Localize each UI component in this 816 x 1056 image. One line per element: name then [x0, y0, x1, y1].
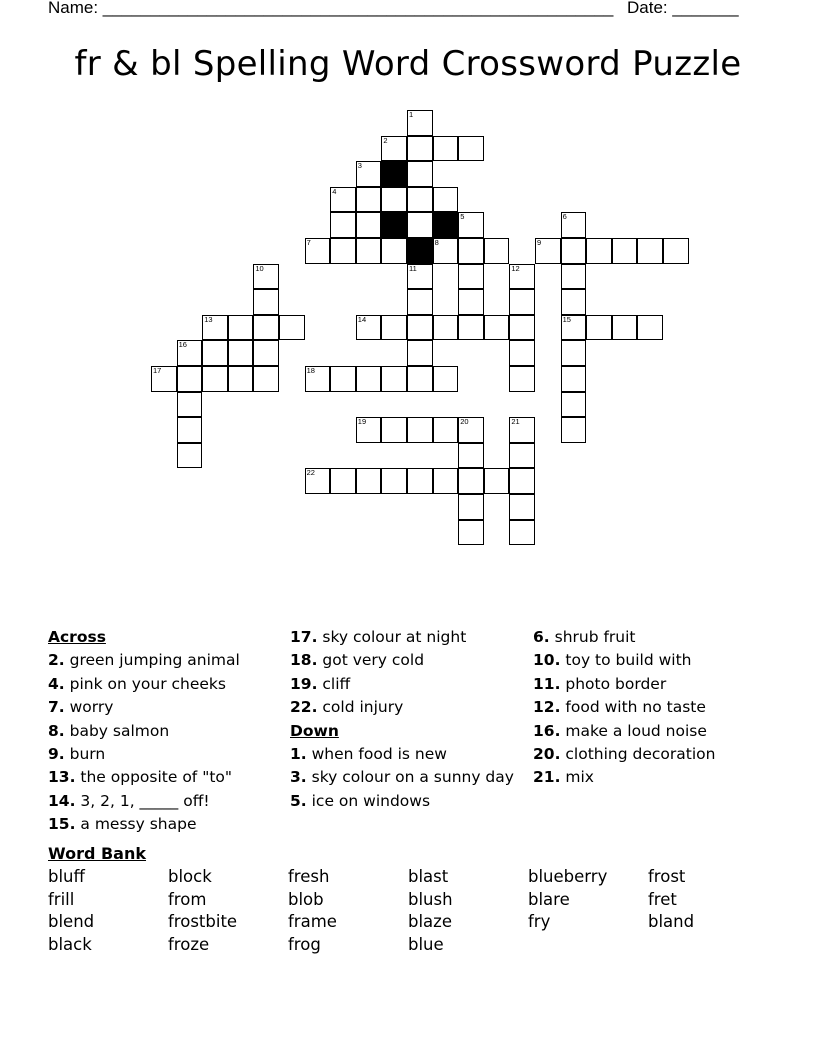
- clue-item: [48, 745, 288, 763]
- word-bank-item: blueberry: [528, 867, 608, 886]
- grid-cell[interactable]: [330, 366, 356, 392]
- clue-text: a messy shape: [75, 815, 197, 834]
- grid-cell[interactable]: [433, 366, 459, 392]
- grid-cell[interactable]: [484, 238, 510, 264]
- grid-cell[interactable]: [356, 366, 382, 392]
- clue-text: when food is new: [306, 744, 447, 763]
- word-bank-item: frame: [288, 912, 337, 932]
- grid-cell[interactable]: [305, 238, 331, 264]
- grid-cell[interactable]: [305, 468, 331, 494]
- clue-item: [48, 698, 288, 716]
- grid-cell[interactable]: [407, 340, 433, 366]
- clue-number: 7.: [48, 698, 65, 717]
- cell-number: 18: [306, 366, 315, 375]
- grid-cell[interactable]: [509, 468, 535, 494]
- grid-cell[interactable]: [509, 443, 535, 469]
- grid-cell[interactable]: [279, 315, 305, 341]
- grid-cell[interactable]: [151, 366, 177, 392]
- clue-column-2: [290, 628, 530, 815]
- grid-cell[interactable]: [356, 417, 382, 443]
- grid-cell[interactable]: [433, 187, 459, 213]
- clue-number: 13.: [48, 768, 76, 787]
- grid-cell[interactable]: [177, 366, 203, 392]
- grid-cell[interactable]: [407, 366, 433, 392]
- cell-number: 1: [409, 110, 414, 119]
- clue-item: [290, 675, 530, 693]
- cell-number: 21: [511, 417, 520, 427]
- clue-text: sky colour at night: [317, 628, 467, 646]
- word-bank-item: blush: [408, 889, 453, 909]
- grid-cell[interactable]: [458, 520, 484, 546]
- word-bank-title: Word Bank: [48, 844, 147, 863]
- grid-cell[interactable]: [561, 392, 587, 418]
- grid-cell[interactable]: [228, 366, 254, 392]
- word-bank-item: blast: [408, 867, 449, 886]
- word-bank-item: blob: [288, 889, 324, 909]
- cell-number: 19: [357, 417, 367, 427]
- clue-number: 3.: [290, 768, 307, 787]
- grid-cell[interactable]: [586, 315, 612, 341]
- grid-cell[interactable]: [253, 340, 279, 366]
- word-bank-item: block: [168, 867, 212, 886]
- grid-cell[interactable]: [561, 315, 587, 341]
- grid-cell[interactable]: [177, 392, 203, 418]
- grid-cell[interactable]: [561, 366, 587, 392]
- grid-cell[interactable]: [330, 238, 356, 264]
- grid-cell[interactable]: [561, 238, 587, 264]
- cell-number: 13: [204, 314, 213, 324]
- clue-item: [290, 745, 530, 763]
- cell-number: 11: [409, 263, 417, 273]
- clue-item: [533, 628, 773, 646]
- word-bank-item: blue: [408, 935, 444, 955]
- grid-cell[interactable]: [458, 443, 484, 469]
- grid-cell[interactable]: [407, 315, 433, 341]
- grid-cell[interactable]: [458, 417, 484, 443]
- clue-item: [48, 675, 288, 693]
- clue-text: food with no taste: [560, 698, 706, 717]
- cell-number: 22: [306, 468, 315, 478]
- clue-item: [48, 792, 288, 810]
- grid-cell[interactable]: [612, 315, 638, 341]
- cell-number: 16: [178, 340, 187, 350]
- cell-number: 4: [332, 186, 337, 196]
- grid-cell-black: [433, 212, 459, 238]
- grid-cell[interactable]: [381, 136, 407, 162]
- clue-number: 12.: [533, 698, 561, 717]
- clue-number: 8.: [48, 721, 65, 740]
- clue-text: burn: [64, 744, 106, 763]
- grid-cell[interactable]: [509, 315, 535, 341]
- clue-item: [48, 768, 288, 786]
- grid-cell[interactable]: [330, 187, 356, 213]
- word-bank-item: fry: [528, 912, 551, 932]
- grid-cell[interactable]: [535, 238, 561, 264]
- clue-item: [290, 651, 530, 669]
- clue-text: cold injury: [317, 698, 404, 717]
- clue-number: 4.: [48, 674, 65, 693]
- grid-cell[interactable]: [637, 238, 663, 264]
- clue-text: cliff: [317, 674, 351, 693]
- word-bank-item: from: [168, 889, 207, 909]
- grid-cell[interactable]: [202, 340, 228, 366]
- clue-number: 14.: [48, 791, 76, 810]
- cell-number: 15: [562, 314, 571, 324]
- clue-item: [48, 651, 288, 669]
- cell-number: 17: [153, 366, 162, 375]
- grid-cell[interactable]: [407, 187, 433, 213]
- cell-number: 10: [255, 263, 264, 273]
- grid-cell[interactable]: [202, 315, 228, 341]
- clue-number: 11.: [533, 674, 561, 693]
- across-heading: Across: [48, 628, 106, 646]
- grid-cell[interactable]: [407, 110, 433, 136]
- clue-number: 17.: [290, 628, 318, 646]
- clue-item: [533, 651, 773, 669]
- clue-item: [48, 815, 288, 833]
- grid-cell[interactable]: [509, 494, 535, 520]
- word-bank-item: fret: [648, 889, 677, 909]
- clue-text: mix: [560, 768, 594, 787]
- word-bank: [48, 866, 768, 957]
- clue-item: [290, 768, 530, 786]
- grid-cell-black: [381, 161, 407, 187]
- clue-item: [533, 675, 773, 693]
- page-title: fr & bl Spelling Word Crossword Puzzle: [74, 44, 742, 84]
- word-bank-item: fresh: [288, 867, 330, 886]
- clue-number: 5.: [290, 791, 307, 810]
- grid-cell-black: [407, 238, 433, 264]
- clue-item: [290, 628, 530, 646]
- grid-cell[interactable]: [305, 366, 331, 392]
- grid-cell[interactable]: [561, 340, 587, 366]
- grid-cell[interactable]: [356, 212, 382, 238]
- grid-cell[interactable]: [433, 136, 459, 162]
- grid-cell[interactable]: [586, 238, 612, 264]
- word-bank-item: blend: [48, 912, 95, 932]
- grid-cell[interactable]: [330, 468, 356, 494]
- grid-cell[interactable]: [509, 520, 535, 546]
- grid-cell[interactable]: [407, 289, 433, 315]
- clue-text: toy to build with: [560, 651, 692, 670]
- grid-cell[interactable]: [381, 238, 407, 264]
- cell-number: 12: [511, 263, 520, 273]
- grid-cell[interactable]: [561, 264, 587, 290]
- grid-cell[interactable]: [407, 136, 433, 162]
- clue-text: got very cold: [317, 651, 425, 670]
- grid-cell[interactable]: [663, 238, 689, 264]
- grid-cell[interactable]: [561, 417, 587, 443]
- cell-number: 5: [460, 212, 465, 222]
- name-field-line: Name: ______________________________________________________: [48, 0, 614, 17]
- clue-number: 20.: [533, 744, 561, 763]
- clue-text: the opposite of "to": [75, 768, 233, 787]
- clue-number: 6.: [533, 628, 550, 646]
- word-bank-item: black: [48, 935, 92, 955]
- grid-cell[interactable]: [433, 468, 459, 494]
- grid-cell[interactable]: [253, 315, 279, 341]
- clue-number: 10.: [533, 651, 561, 670]
- clue-item: [533, 745, 773, 763]
- grid-cell[interactable]: [458, 136, 484, 162]
- grid-cell[interactable]: [177, 443, 203, 469]
- grid-cell[interactable]: [484, 468, 510, 494]
- word-bank-item: frill: [48, 889, 75, 909]
- clue-number: 19.: [290, 674, 318, 693]
- grid-cell[interactable]: [407, 468, 433, 494]
- clue-number: 15.: [48, 815, 76, 834]
- grid-cell[interactable]: [458, 315, 484, 341]
- clue-text: worry: [64, 698, 114, 717]
- grid-cell[interactable]: [458, 264, 484, 290]
- clue-text: ice on windows: [306, 791, 431, 810]
- grid-cell[interactable]: [509, 366, 535, 392]
- grid-cell[interactable]: [433, 238, 459, 264]
- grid-cell-black: [381, 212, 407, 238]
- cell-number: 8: [434, 238, 439, 247]
- down-heading: Down: [290, 721, 339, 740]
- grid-cell[interactable]: [561, 212, 587, 238]
- word-bank-item: frostbite: [168, 912, 238, 932]
- clue-item: [533, 698, 773, 716]
- grid-cell[interactable]: [407, 212, 433, 238]
- clue-text: clothing decoration: [560, 744, 716, 763]
- clue-number: 16.: [533, 721, 561, 740]
- clue-column-1: [48, 628, 288, 839]
- grid-cell[interactable]: [381, 417, 407, 443]
- grid-cell[interactable]: [228, 315, 254, 341]
- clue-text: pink on your cheeks: [64, 674, 226, 693]
- clue-number: 18.: [290, 651, 318, 670]
- grid-cell[interactable]: [458, 494, 484, 520]
- grid-cell[interactable]: [253, 366, 279, 392]
- word-bank-item: blaze: [408, 912, 452, 932]
- grid-cell[interactable]: [484, 315, 510, 341]
- word-bank-item: froze: [168, 935, 210, 955]
- grid-cell[interactable]: [509, 417, 535, 443]
- clue-item: [533, 768, 773, 786]
- cell-number: 14: [357, 314, 367, 324]
- grid-cell[interactable]: [356, 315, 382, 341]
- grid-cell[interactable]: [228, 340, 254, 366]
- clue-number: 2.: [48, 651, 65, 670]
- grid-cell[interactable]: [612, 238, 638, 264]
- grid-cell[interactable]: [330, 212, 356, 238]
- grid-cell[interactable]: [458, 238, 484, 264]
- word-bank-item: frost: [648, 867, 686, 886]
- grid-cell[interactable]: [253, 264, 279, 290]
- cell-number: 9: [537, 238, 542, 247]
- clue-text: shrub fruit: [549, 628, 636, 646]
- clue-number: 9.: [48, 744, 65, 763]
- grid-cell[interactable]: [381, 468, 407, 494]
- grid-cell[interactable]: [356, 161, 382, 187]
- clue-text: make a loud noise: [560, 721, 707, 740]
- cell-number: 7: [306, 238, 311, 247]
- grid-cell[interactable]: [561, 289, 587, 315]
- clue-item: [533, 722, 773, 740]
- grid-cell[interactable]: [433, 315, 459, 341]
- grid-cell[interactable]: [637, 315, 663, 341]
- cell-number: 2: [383, 135, 388, 145]
- grid-cell[interactable]: [509, 264, 535, 290]
- date-field-line: Date: _______: [627, 0, 739, 17]
- grid-cell[interactable]: [509, 289, 535, 315]
- clue-item: [290, 698, 530, 716]
- cell-number: 20: [460, 417, 469, 427]
- grid-cell[interactable]: [407, 417, 433, 443]
- grid-cell[interactable]: [509, 340, 535, 366]
- grid-cell[interactable]: [253, 289, 279, 315]
- word-bank-item: frog: [288, 935, 321, 955]
- grid-cell[interactable]: [381, 366, 407, 392]
- clue-number: 22.: [290, 698, 318, 717]
- grid-cell[interactable]: [407, 264, 433, 290]
- clue-number: 1.: [290, 744, 307, 763]
- grid-cell[interactable]: [202, 366, 228, 392]
- clue-item: [290, 792, 530, 810]
- grid-cell[interactable]: [458, 468, 484, 494]
- word-bank-item: bluff: [48, 867, 85, 886]
- clue-text: green jumping animal: [64, 651, 240, 670]
- grid-cell[interactable]: [356, 187, 382, 213]
- clue-number: 21.: [533, 768, 561, 787]
- grid-cell[interactable]: [356, 238, 382, 264]
- clue-text: 3, 2, 1, _____ off!: [75, 791, 210, 810]
- clue-item: [48, 722, 288, 740]
- grid-cell[interactable]: [177, 417, 203, 443]
- clue-column-3: [533, 628, 773, 792]
- word-bank-item: blare: [528, 889, 570, 909]
- clue-text: baby salmon: [64, 721, 170, 740]
- grid-cell[interactable]: [458, 212, 484, 238]
- cell-number: 6: [562, 212, 567, 222]
- clue-text: photo border: [560, 674, 667, 693]
- grid-cell[interactable]: [177, 340, 203, 366]
- grid-cell[interactable]: [433, 417, 459, 443]
- grid-cell[interactable]: [356, 468, 382, 494]
- grid-cell[interactable]: [381, 187, 407, 213]
- cell-number: 3: [357, 161, 362, 171]
- clue-text: sky colour on a sunny day: [306, 768, 514, 787]
- grid-cell[interactable]: [458, 289, 484, 315]
- grid-cell[interactable]: [407, 161, 433, 187]
- grid-cell[interactable]: [381, 315, 407, 341]
- word-bank-item: bland: [648, 912, 695, 932]
